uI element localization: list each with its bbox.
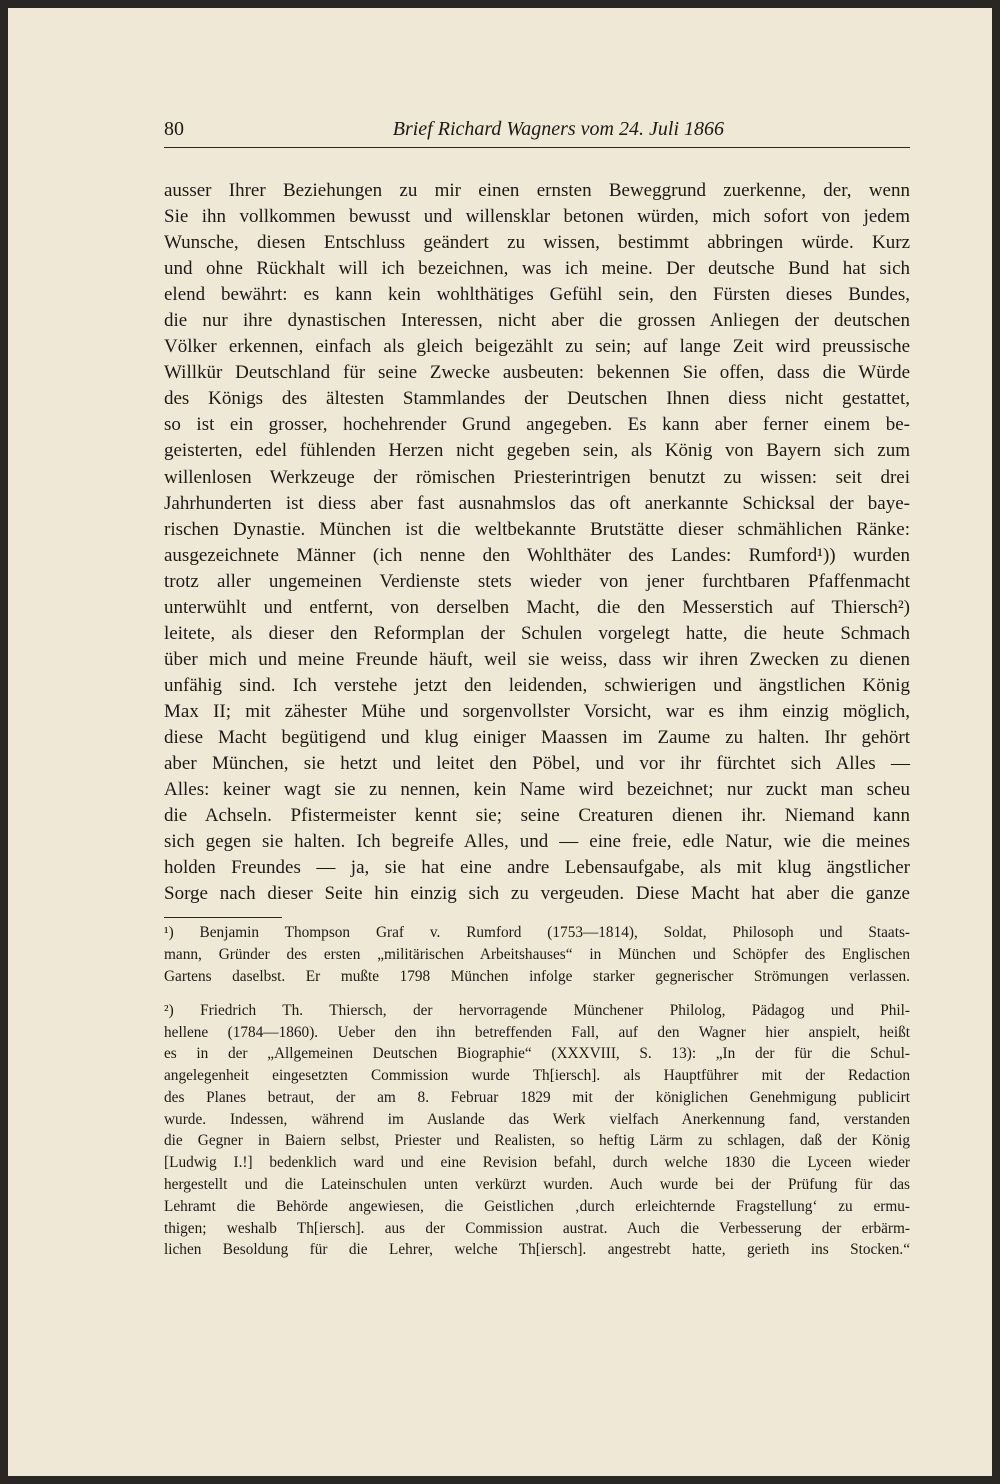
text-line: trotz aller ungemeinen Verdienste stets wieder von jener furchtbaren Pfaffenmacht bbox=[164, 570, 910, 592]
text-line: und ohne Rückhalt will ich bezeichnen, was ich meine. Der deutsche Bund hat sich bbox=[164, 258, 910, 280]
text-line: die nur ihre dynastischen Interessen, nicht aber die grossen Anliegen der deutschen bbox=[164, 310, 910, 332]
footnote-rule bbox=[164, 917, 282, 918]
text-line: diese Macht begütigend und klug einiger Maassen im Zaume zu halten. Ihr gehört bbox=[164, 726, 910, 748]
footnote-line: Gartens daselbst. Er mußte 1798 München infolge starker gegnerischer Strömungen verlassen. bbox=[164, 967, 910, 985]
text-line: aber München, sie hetzt und leitet den Pöbel, und vor ihr fürchtet sich Alles — bbox=[164, 753, 910, 775]
page-number: 80 bbox=[164, 118, 184, 140]
text-line: Sie ihn vollkommen bewusst und willensklar betonen würden, mich sofort von jedem bbox=[164, 206, 910, 228]
text-line: elend bewährt: es kann kein wohlthätiges Gefühl sein, den Fürsten dieses Bundes, bbox=[164, 284, 910, 306]
text-line: des Königs des ältesten Stammlandes der Deutschen Ihnen diess nicht gestattet, bbox=[164, 388, 910, 410]
running-title: Brief Richard Wagners vom 24. Juli 1866 bbox=[392, 118, 724, 140]
text-line: Willkür Deutschland für seine Zwecke ausbeuten: bekennen Sie offen, dass die Würde bbox=[164, 362, 910, 384]
footnote-2 bbox=[164, 1000, 910, 1262]
book-page bbox=[164, 118, 910, 1273]
footnote-line: Lehramt die Behörde angewiesen, die Geistlichen ‚durch erleichternde Fragstellung‘ zu ermu- bbox=[164, 1197, 910, 1215]
text-line: so ist ein grosser, hochehrender Grund angegeben. Es kann aber ferner einem be- bbox=[164, 414, 910, 436]
text-line: Sorge nach dieser Seite hin einzig sich zu vergeuden. Diese Macht hat aber die ganze bbox=[164, 883, 910, 905]
footnote-line: lichen Besoldung für die Lehrer, welche Th[iersch]. angestrebt hatte, gerieth ins Stocken.“ bbox=[164, 1241, 910, 1259]
footnote-line: hellene (1784—1860). Ueber den ihn betreffenden Fall, auf den Wagner hier anspielt, heißt bbox=[164, 1023, 910, 1041]
text-line: rischen Dynastie. München ist die weltbekannte Brutstätte dieser schmählichen Ränke: bbox=[164, 518, 910, 540]
letter-text bbox=[164, 178, 910, 907]
text-line: Alles: keiner wagt sie zu nennen, kein Name wird bezeichnet; nur zuckt man scheu bbox=[164, 779, 910, 801]
footnote-line: ¹) Benjamin Thompson Graf v. Rumford (1753—1814), Soldat, Philosoph und Staats- bbox=[164, 924, 910, 942]
footnote-line: es in der „Allgemeinen Deutschen Biographie“ (XXXVIII, S. 13): „In der für die Schul- bbox=[164, 1045, 910, 1063]
text-line: die Achseln. Pfistermeister kennt sie; seine Creaturen dienen ihr. Niemand kann bbox=[164, 805, 910, 827]
running-header bbox=[164, 118, 910, 148]
text-line: unterwühlt und entfernt, von derselben Macht, die den Messerstich auf Thiersch²) bbox=[164, 596, 910, 618]
text-line: unfähig sind. Ich verstehe jetzt den leidenden, schwierigen und ängstlichen König bbox=[164, 674, 910, 696]
text-line: Max II; mit zähester Mühe und sorgenvollster Vorsicht, war es ihm einzig möglich, bbox=[164, 700, 910, 722]
text-line: Wunsche, diesen Entschluss geändert zu wissen, bestimmt abbringen würde. Kurz bbox=[164, 232, 910, 254]
text-line: leitete, als dieser den Reformplan der Schulen vorgelegt hatte, die heute Schmach bbox=[164, 622, 910, 644]
text-line: geisterten, edel fühlenden Herzen nicht gegeben sein, als König von Bayern sich zum bbox=[164, 440, 910, 462]
footnote-line: die Gegner in Baiern selbst, Priester und Realisten, so heftig Lärm zu schlagen, daß der König bbox=[164, 1132, 910, 1150]
text-line: holden Freundes — ja, sie hat eine andre Lebensaufgabe, als mit klug ängstlicher bbox=[164, 857, 910, 879]
footnote-line: wurde. Indessen, während im Auslande das Werk vielfach Anerkennung fand, verstanden bbox=[164, 1110, 910, 1128]
footnotes bbox=[164, 922, 910, 1261]
footnote-1 bbox=[164, 922, 910, 987]
footnote-line: ²) Friedrich Th. Thiersch, der hervorragende Münchener Philolog, Pädagog und Phil- bbox=[164, 1001, 910, 1019]
text-line: über mich und meine Freunde häuft, weil sie weiss, dass wir ihren Zwecken zu dienen bbox=[164, 648, 910, 670]
footnote-line: [Ludwig I.!] bedenklich ward und eine Revision befahl, durch welche 1830 die Lyceen wieder bbox=[164, 1154, 910, 1172]
footnote-line: mann, Gründer des ersten „militärischen Arbeitshauses“ in München und Schöpfer des Englischen bbox=[164, 946, 910, 964]
footnote-line: angelegenheit eingesetzten Commission wurde Th[iersch]. als Hauptführer mit der Redaction bbox=[164, 1067, 910, 1085]
text-line: Jahrhunderten ist diess aber fast ausnahmslos das oft anerkannte Schicksal der baye- bbox=[164, 492, 910, 514]
text-line: ausgezeichnete Männer (ich nenne den Wohlthäter des Landes: Rumford¹)) wurden bbox=[164, 544, 910, 566]
text-line: willenlosen Werkzeuge der römischen Priesterintrigen benutzt zu wissen: seit drei bbox=[164, 466, 910, 488]
footnote-line: thigen; weshalb Th[iersch]. aus der Commission austrat. Auch die Verbesserung der erbärm- bbox=[164, 1219, 910, 1237]
text-line: sich gegen sie halten. Ich begreife Alles, und — eine freie, edle Natur, wie die meines bbox=[164, 831, 910, 853]
text-line: ausser Ihrer Beziehungen zu mir einen ernsten Beweggrund zuerkenne, der, wenn bbox=[164, 180, 910, 201]
text-line: Völker erkennen, einfach als gleich beigezählt zu sein; auf lange Zeit wird preussische bbox=[164, 336, 910, 358]
footnote-line: des Planes betraut, der am 8. Februar 1829 mit der königlichen Genehmigung publicirt bbox=[164, 1088, 910, 1106]
footnote-line: hergestellt und die Lateinschulen unten verkürzt wurden. Auch wurde bei der Prüfung für das bbox=[164, 1176, 910, 1194]
